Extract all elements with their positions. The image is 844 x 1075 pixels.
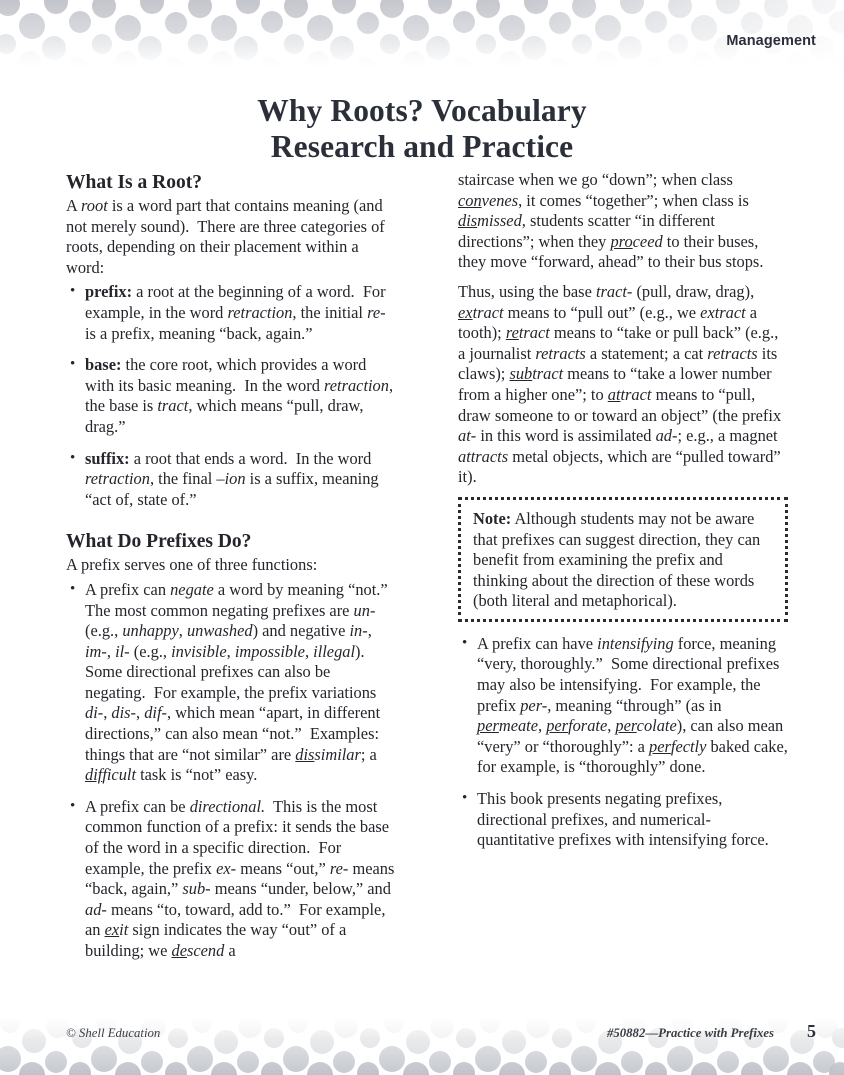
bullet-term-prefix: prefix: bbox=[85, 282, 133, 302]
list-item: • This book presents negating prefixes, directional prefixes, and numerical-quantitative prefixes with intensifying force. bbox=[458, 789, 788, 851]
note-callout-box bbox=[458, 497, 788, 622]
page-title bbox=[0, 93, 844, 165]
left-column bbox=[66, 170, 396, 962]
right-column bbox=[458, 170, 788, 851]
paragraph-continued: staircase when we go “down”; when class convenes, it comes “together”; when class is dismissed, students scatter “in different directions”; when they proceed to their buses, they move “forward, ahead” to their bus stops. bbox=[458, 170, 764, 272]
page-title-line-1: Why Roots? Vocabulary bbox=[257, 93, 587, 129]
paragraph-tract-examples: Thus, using the base tract- (pull, draw, drag), extract means to “pull out” (e.g., we extract a tooth); retract means to “take or pull back” (e.g., a journalist retracts a statement; a cat retracts its claws); subtract means to “take a lower number from a higher one”; to attract means to “pull, draw someone to or toward an object” (the prefix at- in this word is assimilated ad-; e.g., a magnet attracts metal objects, which are “pulled toward” it). bbox=[458, 281, 782, 487]
root-categories-list bbox=[66, 282, 396, 510]
heading-what-do-prefixes-do: What Do Prefixes Do? bbox=[66, 531, 252, 553]
bullet-term-suffix: suffix: bbox=[85, 448, 130, 468]
heading-what-is-a-root: What Is a Root? bbox=[66, 172, 202, 193]
paragraph-prefix-intro: A prefix serves one of three functions: bbox=[66, 555, 318, 575]
footer-book-reference: #50882—Practice with Prefixes bbox=[606, 1026, 774, 1040]
list-item: • prefix: a root at the beginning of a word. For example, in the word retraction, the initial re- is a prefix, meaning “back, again.” bbox=[66, 282, 396, 344]
page-title-line-2: Research and Practice bbox=[270, 129, 574, 165]
section-tab-label: Management bbox=[726, 33, 816, 49]
note-text: Although students may not be aware that prefixes can suggest direction, they can benefit from examining the prefix and thinking about the direction of these words (both literal and metaphorical). bbox=[473, 508, 761, 611]
bullet-term-base: base: bbox=[85, 355, 122, 375]
list-item: • suffix: a root that ends a word. In the word retraction, the final –ion is a suffix, meaning “act of, state of.” bbox=[66, 449, 396, 511]
paragraph-root-intro: A root is a word part that contains meaning (and not merely sound). There are three categories of roots, depending on their placement within a word: bbox=[66, 196, 385, 277]
intensifying-prefix-list bbox=[458, 634, 788, 851]
page-footer bbox=[0, 1017, 844, 1075]
list-item: • A prefix can negate a word by meaning “not.” The most common negating prefixes are un- (e.g., unhappy, unwashed) and negative in-, im-, il- (e.g., invisible, impossible, illegal). Some directional prefixes can also be negating. For example, the prefix variations di-, dis-, dif-, which mean “apart, in different directions,” can also mean “not.” Examples: things that are “not similar” are dissimilar; a difficult task is “not” easy. bbox=[66, 580, 396, 786]
footer-copyright: © Shell Education bbox=[66, 1026, 161, 1040]
note-label: Note: bbox=[473, 508, 512, 528]
prefix-functions-list bbox=[66, 580, 396, 962]
page-number: 5 bbox=[807, 1021, 816, 1041]
list-item: • base: the core root, which provides a word with its basic meaning. In the word retraction, the base is tract, which means “pull, draw, drag.” bbox=[66, 355, 396, 437]
header-dot-pattern-band bbox=[0, 0, 844, 68]
list-item: • A prefix can have intensifying force, meaning “very, thoroughly.” Some directional prefixes may also be intensifying. For example, the prefix per-, meaning “through” (as in permeate, perforate, percolate), can also mean “very” or “thoroughly”: a perfectly baked cake, for example, is “thoroughly” done. bbox=[458, 634, 788, 778]
article-body bbox=[0, 170, 844, 1015]
header-dot-pattern-svg bbox=[0, 0, 844, 68]
list-item: • A prefix can be directional. This is the most common function of a prefix: it sends the base of the word in a specific direction. For example, the prefix ex- means “out,” re- means “back, again,” sub- means “under, below,” and ad- means “to, toward, add to.” For example, an exit sign indicates the way “out” of a building; we descend a bbox=[66, 797, 396, 962]
